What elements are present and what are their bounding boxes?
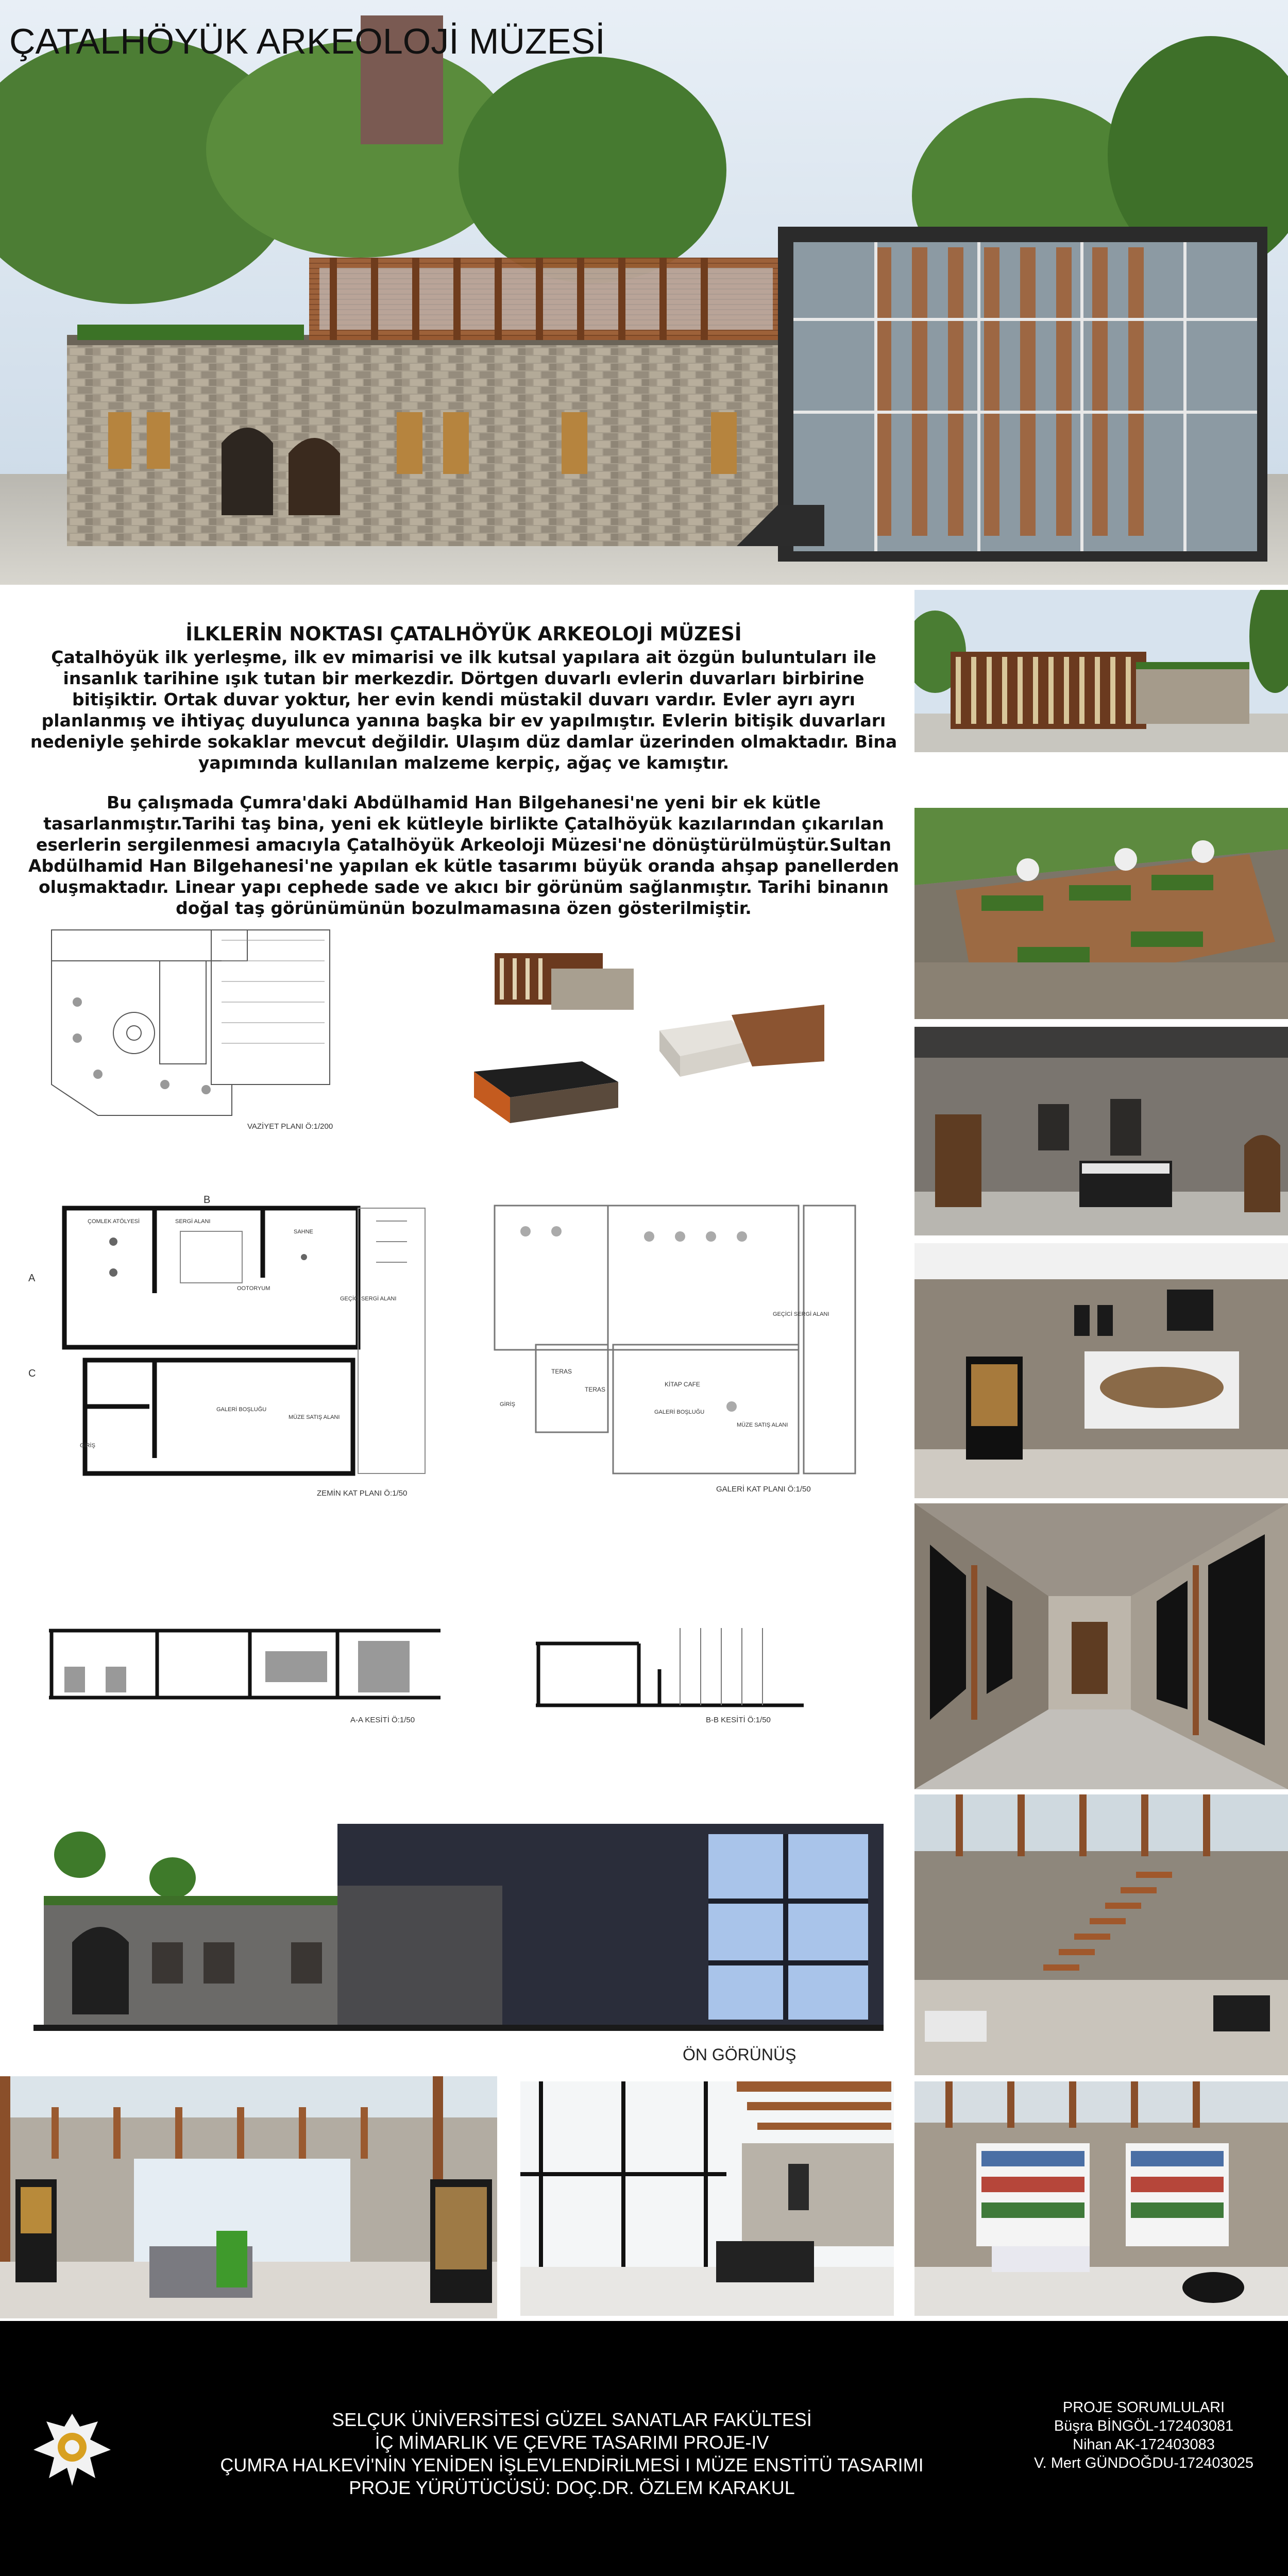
gallery-plan-label: GALERİ KAT PLANI Ö:1/50 [716,1485,811,1494]
intro-heading: İLKLERİN NOKTASI ÇATALHÖYÜK ARKEOLOJİ MÜZESİ [185,623,742,645]
poster-title: ÇATALHÖYÜK ARKEOLOJİ MÜZESİ [9,21,605,61]
massing-axonometric [464,943,855,1133]
library-render [914,2081,1288,2316]
footer-bar [0,2321,1288,2576]
gallery-room-6: MÜZE SATIŞ ALANI [737,1422,788,1428]
stair-render [914,1794,1288,2075]
ground-floor-plan [26,1190,453,1499]
section-aa-label: A-A KESİTİ Ö:1/50 [350,1716,415,1724]
terrace-render [914,808,1288,1019]
ground-plan-label: ZEMİN KAT PLANI Ö:1/50 [317,1489,408,1498]
section-mark-c-left: C [28,1368,36,1379]
site-plan-label: VAZİYET PLANI Ö:1/200 [247,1122,333,1131]
university-seal-logo [28,2403,116,2491]
site-plan-drawing [36,920,350,1141]
intro-text [21,623,907,937]
footer-faculty: SELÇUK ÜNİVERSİTESİ GÜZEL SANATLAR FAKÜLTESİ [332,2409,812,2430]
section-bb-label: B-B KESİTİ Ö:1/50 [706,1716,771,1724]
intro-paragraph-2: Bu çalışmada Çumra'daki Abdülhamid Han Bilgehanesi'ne yeni bir ek kütle tasarlanmıştır.Tarihi taş bina, yeni ek kütleyle birlikte Çatalhöyük kazılarından çıkarılan eserlerin sergilenmesi amacıyla Çatalhöyük Arkeoloji Müzesi'ne dönüştürülmüştür.Sultan Abdülhamid Han Bilgehanesi'ne yapılan ek kütle tasarımı büyük oranda ahşap panellerden oluşmaktadır. Linear yapı cephede sade ve akıcı bir görünüm sağlanmıştır. Tarihi binanın doğal taş görünümünün bozulmamasına özen gösterilmiştir. [28,792,900,918]
gallery-room-5: GALERİ BOŞLUĞU [654,1409,705,1415]
ground-room-6: GALERİ BOŞLUĞU [216,1406,267,1413]
entrance-interior-render [914,1027,1288,1235]
gallery-floor-plan [484,1190,876,1499]
ground-room-5: GEÇİCİ SERGİ ALANI [340,1296,397,1302]
footer-member-2: Nihan AK-172403083 [1073,2436,1215,2453]
front-elevation-render [33,1814,884,2035]
ground-room-7: MÜZE SATIŞ ALANI [289,1414,340,1420]
ground-room-8: GİRİŞ [80,1443,95,1449]
corridor-render [914,1503,1288,1789]
gallery-room-1: TERAS [551,1368,572,1375]
section-bb-drawing [536,1618,804,1710]
footer-member-1: Büşra BİNGÖL-172403081 [1054,2418,1234,2434]
section-aa-drawing [49,1610,440,1708]
ground-room-2: SERGİ ALANI [175,1218,211,1225]
exhibition-room-render [914,1243,1288,1498]
ground-room-3: SAHNE [294,1229,313,1235]
gallery-room-4: TERAS [585,1386,606,1393]
gallery-interior-render [0,2076,497,2318]
gallery-room-7: GİRİŞ [500,1401,515,1408]
footer-member-3: V. Mert GÜNDOĞDU-172403025 [1033,2455,1254,2471]
footer-department: İÇ MİMARLIK VE ÇEVRE TASARIMI PROJE-IV [375,2432,769,2453]
footer-team-title: PROJE SORUMLULARI [1062,2399,1225,2416]
intro-paragraph-1: Çatalhöyük ilk yerleşme, ilk ev mimarisi ve ilk kutsal yapılara ait özgün buluntuları ile insanlık tarihine ışık tutan bir merkezdir. Dörtgen duvarlı evlerin duvarları birbirine bitişiktir. Ortak duvar yoktur, her evin kendi müstakil duvarı vardır. Evler ayrı ayrı planlanmış ve ihtiyaç duyulunca yanına başka bir ev yapılmıştır. Evlerin bitişik duvarları nedeniyle şehirde sokaklar mevcut değildir. Ulaşım düz damlar üzerinden olmaktadır. Bina yapımında kullanılan malzeme kerpiç, ağaç ve kamıştır. [30,647,897,773]
atrium-render [520,2081,894,2316]
front-view-label: ÖN GÖRÜNÜŞ [683,2045,796,2064]
section-mark-a-left: A [28,1273,36,1284]
ground-room-1: ÇOMLEK ATÖLYESİ [88,1218,140,1225]
section-mark-b-top: B [204,1194,211,1206]
ground-room-4: OOTORYUM [237,1285,270,1292]
exterior-render-small [914,590,1288,752]
gallery-room-3: GEÇİCİ SERGİ ALANI [773,1311,829,1317]
gallery-room-2: KİTAP CAFE [665,1381,700,1388]
footer-project: ÇUMRA HALKEVİ'NİN YENİDEN İŞLEVLENDİRİLMESİ I MÜZE ENSTİTÜ TASARIMI [220,2454,924,2476]
hero-render [0,0,1288,585]
footer-supervisor: PROJE YÜRÜTÜCÜSÜ: DOÇ.DR. ÖZLEM KARAKUL [349,2477,795,2498]
